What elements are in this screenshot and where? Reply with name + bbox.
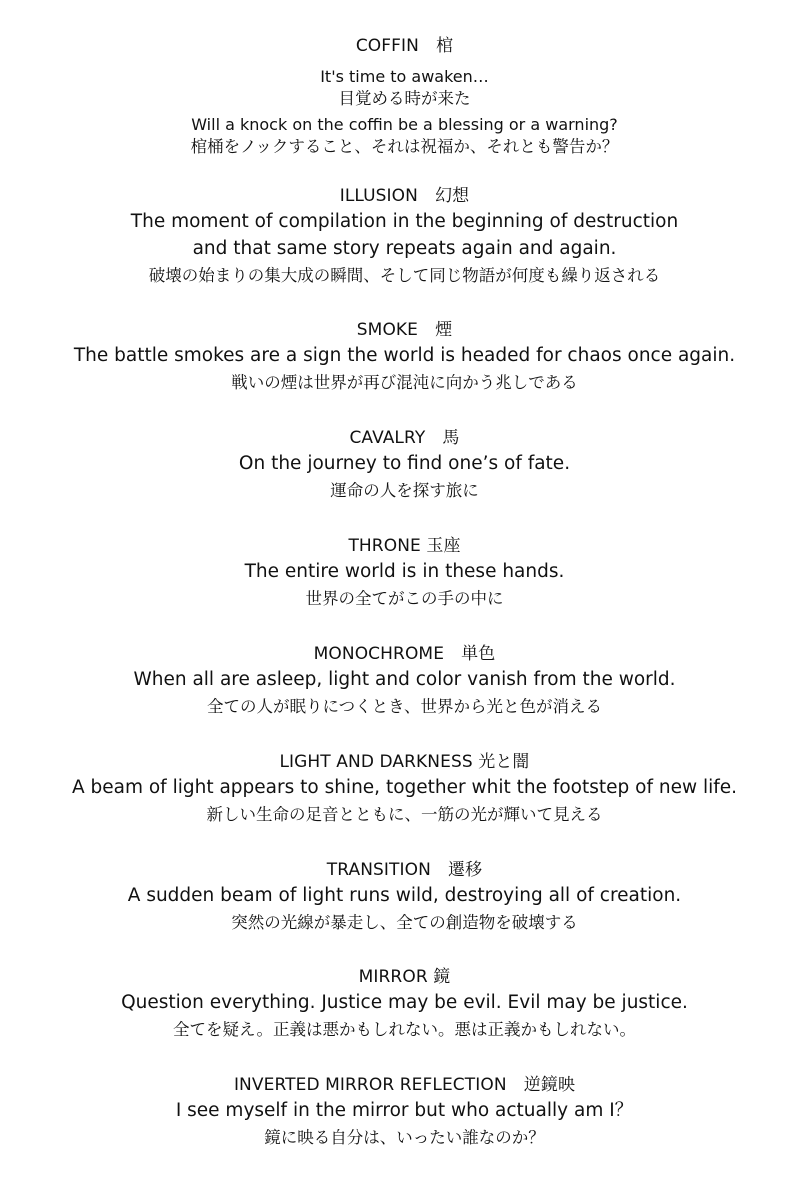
section-illusion (0, 184, 809, 289)
section-title: MONOCHROME 単色 (313, 644, 496, 664)
japanese-line: 戦いの煙は世界が再び混沌に向かう兆しである (231, 373, 578, 392)
english-line: On the journey to find one’s of fate. (238, 453, 571, 474)
english-line: The entire world is in these hands. (244, 561, 565, 582)
japanese-line: 世界の全てがこの手の中に (305, 589, 504, 608)
japanese-line: 運命の人を探す旅に (330, 481, 479, 500)
english-line: The moment of compilation in the beginning of destruction (130, 211, 679, 232)
section-monochrome (0, 642, 809, 720)
english-line: Question everything. Justice may be evil. Evil may be justice. (121, 992, 688, 1013)
english-line: A sudden beam of light runs wild, destroying all of creation. (127, 885, 682, 906)
section-title: INVERTED MIRROR REFLECTION 逆鏡映 (233, 1075, 576, 1095)
section-transition (0, 858, 809, 936)
section-title: COFFIN 棺 (355, 36, 454, 56)
english-line: The battle smokes are a sign the world is headed for chaos once again. (73, 345, 736, 366)
english-line: A beam of light appears to shine, together whit the footstep of new life. (71, 777, 738, 798)
section-title: MIRROR 鏡 (358, 967, 451, 987)
section-title: ILLUSION 幻想 (339, 186, 470, 206)
english-line: and that same story repeats again and again. (192, 238, 617, 259)
section-mirror (0, 965, 809, 1043)
japanese-line: 突然の光線が暴走し、全ての創造物を破壊する (231, 913, 578, 932)
section-smoke (0, 318, 809, 396)
section-light-and-darkness (0, 750, 809, 828)
section-title: TRANSITION 遷移 (326, 860, 483, 880)
japanese-line: 全てを疑え。正義は悪かもしれない。悪は正義かもしれない。 (173, 1020, 636, 1039)
section-inverted-mirror-reflection (0, 1073, 809, 1151)
japanese-line: 破壊の始まりの集大成の瞬間、そして同じ物語が何度も繰り返される (148, 266, 661, 285)
japanese-line: 鏡に映る自分は、いったい誰なのか？ (264, 1128, 545, 1147)
japanese-line: 棺桶をノックすること、それは祝福か、それとも警告か？ (190, 137, 619, 156)
section-title: LIGHT AND DARKNESS 光と闇 (279, 752, 530, 772)
english-line: When all are asleep, light and color vanish from the world. (133, 669, 676, 690)
section-coffin (0, 34, 809, 158)
section-title: SMOKE 煙 (356, 320, 453, 340)
english-line: I see myself in the mirror but who actually am I？ (175, 1100, 634, 1121)
section-title: THRONE 玉座 (348, 536, 461, 556)
japanese-line: 目覚める時が来た (338, 89, 471, 108)
english-line: Will a knock on the coffin be a blessing or a warning? (191, 115, 618, 134)
section-cavalry (0, 426, 809, 504)
section-throne (0, 534, 809, 612)
japanese-line: 全ての人が眠りにつくとき、世界から光と色が消える (206, 697, 602, 716)
section-title: CAVALRY 馬 (349, 428, 460, 448)
japanese-line: 新しい生命の足音とともに、一筋の光が輝いて見える (206, 805, 603, 824)
english-line: It's time to awaken… (320, 67, 489, 86)
